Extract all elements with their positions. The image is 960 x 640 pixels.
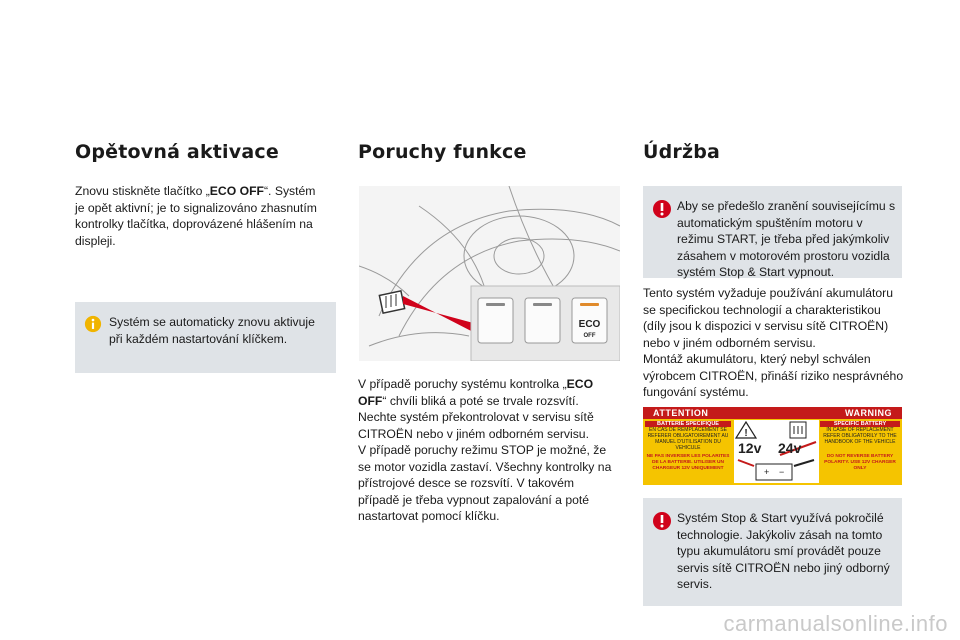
warning-box-2 <box>643 498 902 606</box>
label-center-panel <box>734 420 819 483</box>
label-fr-polarity: NE PAS INVERSER LES POLARITES DE LA BATTERIE. UTILISER UN CHARGEUR 12V UNIQUEMENT <box>646 454 730 471</box>
label-en-battery: SPECIFIC BATTERY IN CASE OF REPLACEMENT REFER OBLIGATORILY TO THE HANDBOOK OF THE VEHICLE <box>820 421 900 451</box>
fault-text: V případě poruchy systému kontrolka „ECO OFF“ chvíli bliká a poté se trvale rozsvítí. Nechte systém překontrolovat v servisu sítě CITROËN nebo v jiném odborném servisu. V případě poruchy režimu STOP je možné, že se motor vozidla zastaví. Všechny kontrolky na přístrojové desce se rozsvítí. V takovém případě je třeba vypnout zapalování a poté nastartovat pomocí klíčku. <box>358 377 612 523</box>
svg-text:+: + <box>764 467 770 477</box>
heading-maintenance: Údržba <box>643 141 721 163</box>
label-24v: 24v <box>778 440 802 456</box>
warning-icon <box>652 511 672 531</box>
svg-text:−: − <box>779 467 785 477</box>
warning-text-2: Systém Stop & Start využívá pokročilé technologie. Jakýkoliv zásah na tomto typu akumulátoru smí provádět pouze servis sítě CITROËN nebo jiný odborný servis. <box>677 511 890 591</box>
battery-warning-label <box>643 407 902 485</box>
heading-reactivation: Opětovná aktivace <box>75 141 279 163</box>
label-attention: ATTENTION <box>653 408 709 418</box>
info-text: Systém se automaticky znovu aktivuje při každém nastartování klíčkem. <box>109 315 315 346</box>
reactivation-text: Znovu stiskněte tlačítko „ECO OFF“. Systém je opět aktivní; je to signalizováno zhasnutím kontrolky tlačítka, doprovázené hlášením na displeji. <box>75 184 317 248</box>
figure-off-label: OFF <box>583 333 596 339</box>
info-box <box>75 302 336 373</box>
watermark: carmanualsonline.info <box>723 611 948 636</box>
label-warning: WARNING <box>845 408 892 418</box>
label-en-polarity: DO NOT REVERSE BATTERY POLARITY. USE 12V CHARGER ONLY <box>824 454 896 471</box>
figure-eco-label: ECO <box>578 319 601 330</box>
warning-icon <box>652 199 672 219</box>
info-icon <box>84 315 102 333</box>
svg-text:!: ! <box>744 428 748 439</box>
warning-box-1 <box>643 186 902 278</box>
battery-text: Tento systém vyžaduje používání akumulátoru se specifickou technologií a charakteristikou (díly jsou k dispozici v servisu sítě CITROËN) nebo v jiném odborném servisu. Montáž akumulátoru, který nebyl schválen výrobcem CITROËN, přináší riziko nesprávného fungování systému. <box>643 286 904 399</box>
warning-text-1: Aby se předešlo zranění souvisejícímu s automatickým spuštěním motoru v režimu START, je třeba před jakýmkoliv zásahem v motorovém prostoru vozidla systém Stop & Start vypnout. <box>677 199 896 279</box>
heading-faults: Poruchy funkce <box>358 141 527 163</box>
dashboard-figure <box>359 186 620 361</box>
label-12v: 12v <box>738 440 762 456</box>
label-fr-battery: BATTERIE SPECIFIQUE EN CAS DE REMPLACEMENT SE REFERER OBLIGATOIREMENT AU MANUEL D'UTILISATION DU VEHICULE <box>645 421 731 451</box>
